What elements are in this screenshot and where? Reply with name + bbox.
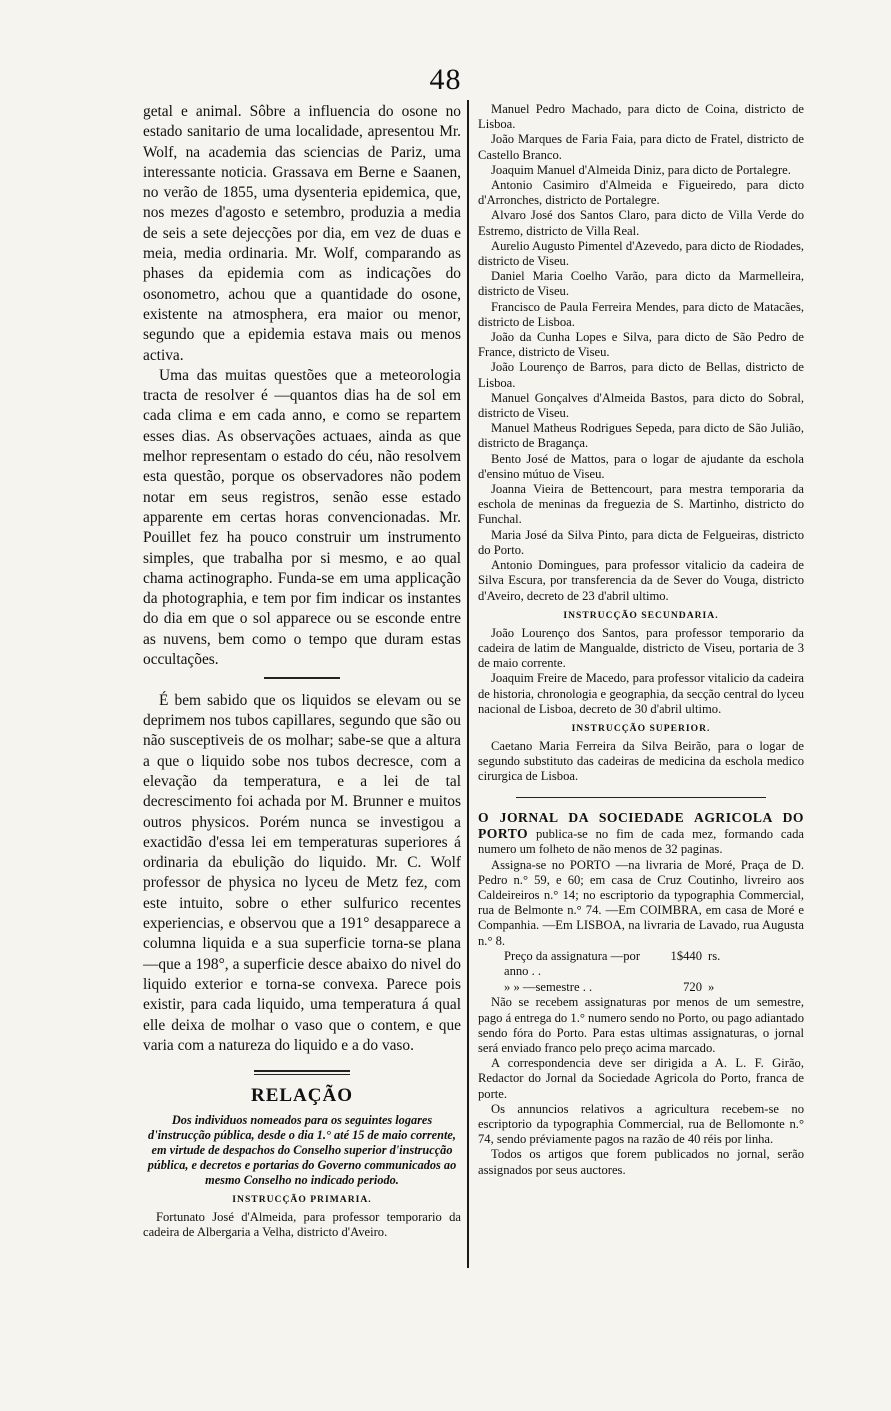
section-heading-superior: INSTRUCÇÃO SUPERIOR. [571, 722, 711, 734]
section-divider [264, 677, 340, 679]
journal-title: O JORNAL DA SOCIEDADE AGRICOLA DO PORTO [478, 810, 804, 842]
appointment-entry: João Lourenço dos Santos, para professor temporario da cadeira de latim de Mangualde, districto de Viseu, portaria de 3 de maio corrente. [478, 625, 804, 671]
appointment-entry: João da Cunha Lopes e Silva, para dicto de São Pedro de France, districto de Viseu. [478, 330, 804, 360]
price-value: 1$440 [670, 948, 702, 963]
price-unit: rs. [708, 948, 721, 963]
appointment-entry: Maria José da Silva Pinto, para dicta de Felgueiras, districto do Porto. [478, 527, 804, 557]
appointment-entry: Antonio Domingues, para professor vitalicio da cadeira de Silva Escura, por transferencia da de Sever do Vouga, districto d'Aveiro, decreto de 23 d'abril ultimo. [478, 558, 804, 603]
article-paragraph-osone: getal e animal. Sôbre a influencia do osone no estado sanitario de uma localidade, apresentou Mr. Wolf, na academia das sciencias de Pariz, uma interessante noticia. Grassava em Berne e Saanen, no verão de 1855, uma dysenteria epidemica, que, nos mezes d'agosto e setembro, produzia a media de seis a sete dejecções por dia, em vez de duas e meia, media ordinaria. Mr. Wolf, comparando as phases da epidemia com as indicações do osonometro, achou que a quantidade do osone, existente na atmosphera, era maior ou menor, segundo que a epidemia estava mais ou menos activa. [143, 103, 461, 364]
appointment-entry: Joaquim Freire de Macedo, para professor vitalicio da cadeira de historia, chronologia e geographia, da secção central do lyceu nacional de Lisboa, decreto de 30 d'abril ultimo. [478, 671, 804, 716]
column-rule [467, 100, 469, 1268]
price-label: Preço da assignatura —por anno . . [504, 948, 641, 979]
appointment-entry: Daniel Maria Coelho Varão, para dicto da Marmelleira, districto de Viseu. [478, 269, 804, 299]
relacao-title: RELAÇÃO [250, 1085, 353, 1107]
journal-subscription: Assigna-se no PORTO —na livraria de Moré, Praça de D. Pedro n.° 59, e 60; em casa de Cruz Coutinho, livreiro aos Caldeireiros n.° 14; no escriptorio da typographia Commercial, rua de Belmonte n.° 74. —Em COIMBRA, em casa de Moré e Companhia. —Em LISBOA, na livraria de Lavado, rua Augusta n.° 8. [478, 857, 804, 948]
journal-notice [478, 810, 804, 858]
journal-note: A correspondencia deve ser dirigida a A. L. F. Girão, Redactor do Jornal da Sociedade Agricola do Porto, franca de porte. [478, 1056, 804, 1101]
section-heading-primaria: INSTRUCÇÃO PRIMARIA. [232, 1194, 372, 1206]
section-heading-secundaria: INSTRUCÇÃO SECUNDARIA. [563, 609, 719, 621]
price-row-semester [478, 980, 804, 996]
price-unit: » [708, 979, 715, 994]
left-column [143, 102, 461, 1274]
appointment-entry: Manuel Gonçalves d'Almeida Bastos, para dicto do Sobral, districto de Viseu. [478, 390, 804, 421]
appointment-entry: Manuel Matheus Rodrigues Sepeda, para dicto de São Julião, districto de Bragança. [478, 421, 804, 451]
appointment-entry: Manuel Pedro Machado, para dicto de Coina, districto de Lisboa. [478, 102, 804, 132]
appointment-entry: João Lourenço de Barros, para dicto de Bellas, districto de Lisboa. [478, 360, 804, 390]
appointment-entry: Fortunato José d'Almeida, para professor temporario da cadeira de Albergaria a Velha, districto d'Aveiro. [143, 1210, 461, 1240]
appointment-entry: Joaquim Manuel d'Almeida Diniz, para dicto de Portalegre. [491, 162, 791, 177]
article-paragraph-actinographo: Uma das muitas questões que a meteorologia tracta de resolver é —quantos dias ha de sol em cada clima e em cada anno, e como se repartem esses dias. As observações actuaes, ainda as que melhor representam o estado do céu, não resolvem esta questão, porque os observadores não podem notar em seus registros, senão esse estado apparente em certas horas convencionadas. Mr. Pouillet fez ha pouco construir um instrumento simples, que trabalha por si mesmo, e ao qual chama actinographo. Funda-se em uma applicação da photographia, e tem por fim indicar os instantes do dia em que o sol apparece ou se esconde entre as nuvens, bem como o tempo que duram estas occultações. [143, 366, 461, 669]
appointment-entry: Bento José de Mattos, para o logar de ajudante da eschola d'ensino mútuo de Viseu. [478, 451, 804, 481]
journal-note: Os annuncios relativos a agricultura recebem-se no escriptorio da typographia Commercial, rua de Bellomonte n.° 74, sendo préviamente pagos na razão de 40 réis por linha. [478, 1101, 804, 1147]
appointment-entry: Alvaro José dos Santos Claro, para dicto de Villa Verde do Estremo, districto de Villa Real. [478, 208, 804, 238]
journal-note: Todos os artigos que forem publicados no jornal, serão assignados por seus auctores. [478, 1147, 804, 1177]
page-number: 48 [429, 63, 462, 96]
double-divider-top [254, 1070, 350, 1072]
double-divider-bottom [254, 1074, 350, 1076]
price-row-annual [478, 949, 804, 980]
appointment-entry: Antonio Casimiro d'Almeida e Figueiredo, para dicto d'Arronches, districto de Portalegre. [478, 178, 804, 208]
appointment-entry: João Marques de Faria Faia, para dicto de Fratel, districto de Castello Branco. [478, 132, 804, 162]
journal-divider [516, 797, 766, 799]
article-paragraph-liquidos: É bem sabido que os liquidos se elevam ou se deprimem nos tubos capillares, segundo que são ou não susceptiveis de os molhar; sabe-se que a altura a que o liquido sobe nos tubos decresce, com a elevação da temperatura, e a lei de tal decrescimento foi achada por M. Brunner e muitos outros physicos. Porém nunca se investigou a exactidão d'essa lei em temperaturas superiores á ordinaria da ebulição do liquido. Mr. C. Wolf professor de physica no lyceu de Metz fez, com este intuito, sobre o ether sulfurico recentes experiencias, e observou que a 191° desapparece a columna liquida e a sua superficie torna-se plana —que a 198°, a superficie desce abaixo do nivel do liquido exterior e torna-se convexa. Parece pois existir, para cada liquido, uma temperatura á qual elle deixa de molhar o vaso que o contem, e que varia com a natureza do liquido e a do vaso. [143, 691, 461, 1054]
appointment-entry: Aurelio Augusto Pimentel d'Azevedo, para dicto de Riodades, districto de Viseu. [478, 238, 804, 269]
appointment-entry: Francisco de Paula Ferreira Mendes, para dicto de Matacães, districto de Lisboa. [478, 299, 804, 329]
journal-intro: publica-se no fim de cada mez, formando cada numero um folheto de não menos de 32 paginas. [478, 827, 804, 857]
price-label: » » —semestre . . [504, 979, 593, 994]
price-value: 720 [683, 979, 702, 994]
journal-note: Não se recebem assignaturas por menos de um semestre, pago á entrega do 1.° numero sendo no Porto, ou pago adiantado sendo fóra do Porto. Para estas ultimas assignaturas, o jornal será enviado franco pelo preço acima marcado. [478, 995, 804, 1055]
appointment-entry: Joanna Vieira de Bettencourt, para mestra temporaria da eschola de meninas da freguezia de S. Martinho, districto do Funchal. [478, 482, 804, 527]
relacao-subtitle: Dos individuos nomeados para os seguintes logares d'instrucção pública, desde o dia 1.° até 15 de maio corrente, em virtude de despachos do Conselho superior d'instrucção pública, e decretos e portarias do Governo communicados ao mesmo Conselho no indicado periodo. [147, 1113, 457, 1188]
right-column [478, 102, 804, 1274]
appointment-entry: Caetano Maria Ferreira da Silva Beirão, para o logar de segundo substituto das cadeiras de medicina da eschola medico cirurgica de Lisboa. [478, 738, 804, 784]
